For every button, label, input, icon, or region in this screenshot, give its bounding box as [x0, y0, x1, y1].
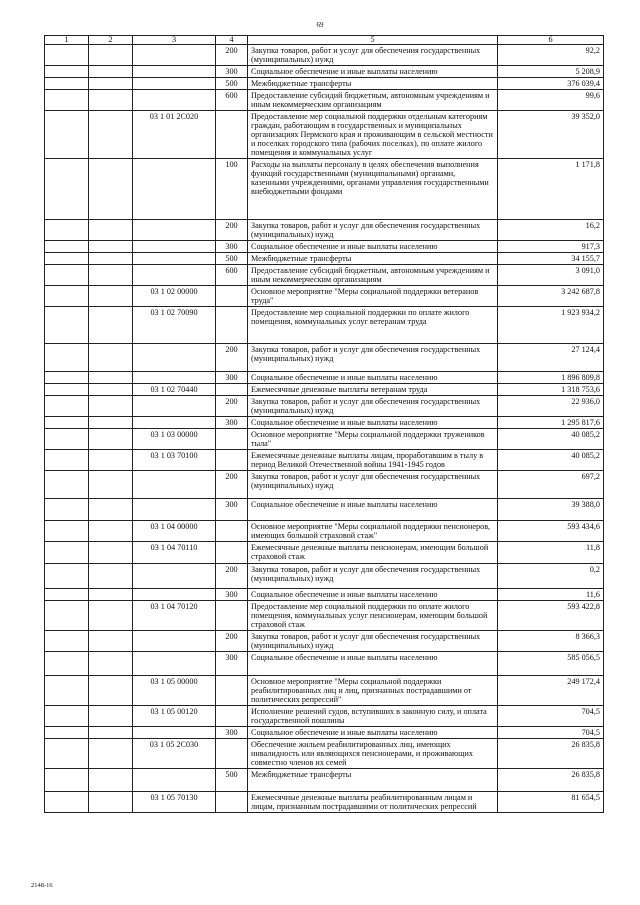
cell-col1 [45, 588, 89, 600]
cell-col2 [89, 159, 133, 220]
cell-col2 [89, 738, 133, 768]
table-row [45, 726, 604, 738]
cell-col1 [45, 705, 89, 726]
expense-type-cell: 200 [216, 220, 248, 241]
code-cell [133, 588, 216, 600]
code-cell: 03 1 02 00000 [133, 286, 216, 307]
table-row [45, 499, 604, 521]
table-row [45, 286, 604, 307]
code-cell [133, 651, 216, 675]
description-cell: Основное мероприятие "Меры социальной поддержки реабилитированных лиц и лиц, признанных пострадавшими от политических репрессий" [248, 675, 498, 705]
table-row [45, 111, 604, 159]
cell-col1 [45, 253, 89, 265]
column-header: 6 [498, 36, 604, 45]
cell-col1 [45, 286, 89, 307]
table-row [45, 588, 604, 600]
amount-cell: 11,8 [498, 542, 604, 563]
expense-type-cell: 600 [216, 265, 248, 286]
code-cell [133, 563, 216, 588]
cell-col1 [45, 344, 89, 372]
expense-type-cell: 300 [216, 499, 248, 521]
cell-col2 [89, 265, 133, 286]
amount-cell: 16,2 [498, 220, 604, 241]
cell-col2 [89, 651, 133, 675]
amount-cell: 593 434,6 [498, 521, 604, 542]
amount-cell: 3 091,0 [498, 265, 604, 286]
amount-cell: 39 352,0 [498, 111, 604, 159]
description-cell: Предоставление мер социальной поддержки по оплате жилого помещения, коммунальных услуг ветеранам труда [248, 307, 498, 344]
code-cell [133, 396, 216, 417]
description-cell: Закупка товаров, работ и услуг для обеспечения государственных (муниципальных) нужд [248, 396, 498, 417]
expense-type-cell [216, 286, 248, 307]
expense-type-cell [216, 429, 248, 450]
expense-type-cell: 300 [216, 241, 248, 253]
cell-col2 [89, 253, 133, 265]
cell-col1 [45, 563, 89, 588]
code-cell [133, 253, 216, 265]
amount-cell: 1 171,8 [498, 159, 604, 220]
expense-type-cell: 300 [216, 417, 248, 429]
table-row [45, 344, 604, 372]
table-row [45, 45, 604, 66]
cell-col1 [45, 429, 89, 450]
code-cell: 03 1 01 2С020 [133, 111, 216, 159]
expense-type-cell: 300 [216, 372, 248, 384]
code-cell [133, 372, 216, 384]
expense-type-cell: 200 [216, 563, 248, 588]
table-row [45, 768, 604, 791]
cell-col1 [45, 90, 89, 111]
cell-col2 [89, 471, 133, 499]
amount-cell: 1 318 753,6 [498, 384, 604, 396]
amount-cell: 8 366,3 [498, 630, 604, 651]
description-cell: Межбюджетные трансферты [248, 768, 498, 791]
cell-col2 [89, 726, 133, 738]
table-row [45, 450, 604, 471]
description-cell: Ежемесячные денежные выплаты ветеранам труда [248, 384, 498, 396]
expense-type-cell [216, 791, 248, 812]
expense-type-cell [216, 307, 248, 344]
code-cell: 03 1 05 00000 [133, 675, 216, 705]
expense-type-cell: 500 [216, 78, 248, 90]
description-cell: Обеспечение жильем реабилитированных лиц, имеющих инвалидность или являющихся пенсионерами, и проживающих совместно членов их семей [248, 738, 498, 768]
description-cell: Ежемесячные денежные выплаты реабилитированным лицам и лицам, признанным пострадавшими от политических репрессий [248, 791, 498, 812]
amount-cell: 585 056,5 [498, 651, 604, 675]
cell-col2 [89, 600, 133, 630]
expense-type-cell: 500 [216, 253, 248, 265]
code-cell [133, 220, 216, 241]
expense-type-cell: 500 [216, 768, 248, 791]
amount-cell: 27 124,4 [498, 344, 604, 372]
description-cell: Закупка товаров, работ и услуг для обеспечения государственных (муниципальных) нужд [248, 344, 498, 372]
expense-type-cell: 100 [216, 159, 248, 220]
code-cell [133, 265, 216, 286]
cell-col1 [45, 265, 89, 286]
cell-col1 [45, 651, 89, 675]
cell-col1 [45, 417, 89, 429]
description-cell: Закупка товаров, работ и услуг для обеспечения государственных (муниципальных) нужд [248, 630, 498, 651]
description-cell: Социальное обеспечение и иные выплаты населению [248, 726, 498, 738]
description-cell: Основное мероприятие "Меры социальной поддержки ветеранов труда" [248, 286, 498, 307]
amount-cell: 3 242 687,8 [498, 286, 604, 307]
expense-type-cell: 200 [216, 344, 248, 372]
cell-col1 [45, 791, 89, 812]
cell-col1 [45, 542, 89, 563]
cell-col1 [45, 307, 89, 344]
column-header: 3 [133, 36, 216, 45]
cell-col1 [45, 726, 89, 738]
cell-col2 [89, 241, 133, 253]
description-cell: Основное мероприятие "Меры социальной поддержки пенсионеров, имеющих большой страховой стаж" [248, 521, 498, 542]
code-cell [133, 726, 216, 738]
cell-col1 [45, 600, 89, 630]
description-cell: Закупка товаров, работ и услуг для обеспечения государственных (муниципальных) нужд [248, 563, 498, 588]
code-cell: 03 1 05 70130 [133, 791, 216, 812]
cell-col1 [45, 66, 89, 78]
table-row [45, 521, 604, 542]
cell-col2 [89, 588, 133, 600]
cell-col2 [89, 630, 133, 651]
table-row [45, 90, 604, 111]
description-cell: Социальное обеспечение и иные выплаты населению [248, 417, 498, 429]
amount-cell: 704,5 [498, 705, 604, 726]
expense-type-cell [216, 384, 248, 396]
table-row [45, 307, 604, 344]
table-row [45, 791, 604, 812]
cell-col1 [45, 159, 89, 220]
expense-type-cell: 600 [216, 90, 248, 111]
amount-cell: 40 085,2 [498, 429, 604, 450]
table-row [45, 738, 604, 768]
code-cell: 03 1 03 70100 [133, 450, 216, 471]
code-cell [133, 471, 216, 499]
budget-table [44, 35, 604, 813]
expense-type-cell [216, 450, 248, 471]
amount-cell: 99,6 [498, 90, 604, 111]
description-cell: Социальное обеспечение и иные выплаты населению [248, 499, 498, 521]
cell-col2 [89, 768, 133, 791]
code-cell: 03 1 05 00120 [133, 705, 216, 726]
amount-cell: 39 388,0 [498, 499, 604, 521]
code-cell: 03 1 02 70090 [133, 307, 216, 344]
table-row [45, 78, 604, 90]
table-row [45, 429, 604, 450]
description-cell: Социальное обеспечение и иные выплаты населению [248, 372, 498, 384]
code-cell [133, 417, 216, 429]
amount-cell: 1 896 809,8 [498, 372, 604, 384]
description-cell: Ежемесячные денежные выплаты лицам, проработавшим в тылу в период Великой Отечественной войны 1941-1945 годов [248, 450, 498, 471]
cell-col1 [45, 111, 89, 159]
expense-type-cell [216, 600, 248, 630]
code-cell: 03 1 03 00000 [133, 429, 216, 450]
cell-col2 [89, 542, 133, 563]
description-cell: Социальное обеспечение и иные выплаты населению [248, 66, 498, 78]
expense-type-cell: 200 [216, 45, 248, 66]
cell-col2 [89, 417, 133, 429]
code-cell [133, 499, 216, 521]
cell-col2 [89, 344, 133, 372]
amount-cell: 26 835,8 [498, 738, 604, 768]
cell-col2 [89, 675, 133, 705]
description-cell: Предоставление субсидий бюджетным, автономным учреждениям и иным некоммерческим организациям [248, 90, 498, 111]
description-cell: Предоставление мер социальной поддержки отдельным категориям граждан, работающим в государственных и муниципальных организациях Пермского края и проживающим в сельской местности и поселках городского типа (рабочих поселках), по оплате жилого помещения и коммунальных услуг [248, 111, 498, 159]
table-row [45, 66, 604, 78]
code-cell [133, 78, 216, 90]
amount-cell: 81 654,5 [498, 791, 604, 812]
table-row [45, 651, 604, 675]
amount-cell: 704,5 [498, 726, 604, 738]
code-cell: 03 1 04 70120 [133, 600, 216, 630]
amount-cell: 593 422,8 [498, 600, 604, 630]
table-row [45, 600, 604, 630]
cell-col2 [89, 307, 133, 344]
code-cell [133, 66, 216, 78]
cell-col1 [45, 471, 89, 499]
cell-col1 [45, 521, 89, 542]
cell-col1 [45, 241, 89, 253]
description-cell: Предоставление субсидий бюджетным, автономным учреждениям и иным некоммерческим организациям [248, 265, 498, 286]
code-cell [133, 344, 216, 372]
code-cell: 03 1 04 70110 [133, 542, 216, 563]
cell-col2 [89, 384, 133, 396]
column-number-row [45, 36, 604, 45]
cell-col2 [89, 791, 133, 812]
cell-col2 [89, 78, 133, 90]
code-cell: 03 1 02 70440 [133, 384, 216, 396]
cell-col2 [89, 66, 133, 78]
expense-type-cell: 200 [216, 471, 248, 499]
cell-col2 [89, 499, 133, 521]
cell-col1 [45, 630, 89, 651]
description-cell: Предоставление мер социальной поддержки по оплате жилого помещения, коммунальных услуг пенсионерам, имеющим большой страховой стаж [248, 600, 498, 630]
amount-cell: 1 923 934,2 [498, 307, 604, 344]
amount-cell: 376 039,4 [498, 78, 604, 90]
description-cell: Межбюджетные трансферты [248, 78, 498, 90]
cell-col1 [45, 78, 89, 90]
amount-cell: 5 208,9 [498, 66, 604, 78]
cell-col1 [45, 499, 89, 521]
table-row [45, 253, 604, 265]
description-cell: Расходы на выплаты персоналу в целях обеспечения выполнения функций государственными (муниципальными) органами, казенными учреждениями, органами управления государственными внебюджетными фондами [248, 159, 498, 220]
expense-type-cell: 200 [216, 396, 248, 417]
amount-cell: 22 936,0 [498, 396, 604, 417]
cell-col1 [45, 372, 89, 384]
cell-col2 [89, 220, 133, 241]
expense-type-cell: 300 [216, 726, 248, 738]
amount-cell: 917,3 [498, 241, 604, 253]
code-cell [133, 159, 216, 220]
cell-col2 [89, 521, 133, 542]
document-code: 2148-16 [31, 882, 53, 889]
cell-col1 [45, 220, 89, 241]
expense-type-cell [216, 111, 248, 159]
cell-col2 [89, 372, 133, 384]
expense-type-cell: 300 [216, 66, 248, 78]
amount-cell: 34 155,7 [498, 253, 604, 265]
code-cell [133, 768, 216, 791]
description-cell: Закупка товаров, работ и услуг для обеспечения государственных (муниципальных) нужд [248, 471, 498, 499]
expense-type-cell [216, 542, 248, 563]
description-cell: Закупка товаров, работ и услуг для обеспечения государственных (муниципальных) нужд [248, 45, 498, 66]
description-cell: Социальное обеспечение и иные выплаты населению [248, 241, 498, 253]
cell-col1 [45, 675, 89, 705]
cell-col1 [45, 396, 89, 417]
column-header: 4 [216, 36, 248, 45]
table-row [45, 542, 604, 563]
cell-col1 [45, 45, 89, 66]
table-row [45, 675, 604, 705]
cell-col2 [89, 396, 133, 417]
table-row [45, 220, 604, 241]
table-row [45, 265, 604, 286]
table-row [45, 372, 604, 384]
table-row [45, 630, 604, 651]
cell-col2 [89, 90, 133, 111]
description-cell: Основное мероприятие "Меры социальной поддержки тружеников тыла" [248, 429, 498, 450]
code-cell [133, 630, 216, 651]
table-row [45, 563, 604, 588]
expense-type-cell [216, 705, 248, 726]
description-cell: Исполнение решений судов, вступивших в законную силу, и оплата государственной пошлины [248, 705, 498, 726]
cell-col2 [89, 450, 133, 471]
table-row [45, 241, 604, 253]
expense-type-cell [216, 738, 248, 768]
description-cell: Закупка товаров, работ и услуг для обеспечения государственных (муниципальных) нужд [248, 220, 498, 241]
amount-cell: 697,2 [498, 471, 604, 499]
amount-cell: 0,2 [498, 563, 604, 588]
table-row [45, 471, 604, 499]
amount-cell: 11,6 [498, 588, 604, 600]
cell-col2 [89, 286, 133, 307]
expense-type-cell: 300 [216, 588, 248, 600]
page-number: 69 [316, 21, 324, 29]
column-header: 2 [89, 36, 133, 45]
table-row [45, 705, 604, 726]
table-row [45, 384, 604, 396]
code-cell: 03 1 05 2С030 [133, 738, 216, 768]
column-header: 5 [248, 36, 498, 45]
code-cell [133, 45, 216, 66]
table-row [45, 159, 604, 220]
description-cell: Ежемесячные денежные выплаты пенсионерам, имеющим большой страховой стаж [248, 542, 498, 563]
code-cell [133, 90, 216, 111]
expense-type-cell: 200 [216, 630, 248, 651]
cell-col1 [45, 384, 89, 396]
cell-col2 [89, 429, 133, 450]
cell-col2 [89, 705, 133, 726]
cell-col2 [89, 45, 133, 66]
column-header: 1 [45, 36, 89, 45]
amount-cell: 1 295 817,6 [498, 417, 604, 429]
description-cell: Социальное обеспечение и иные выплаты населению [248, 588, 498, 600]
table-row [45, 417, 604, 429]
description-cell: Социальное обеспечение и иные выплаты населению [248, 651, 498, 675]
cell-col1 [45, 768, 89, 791]
code-cell: 03 1 04 00000 [133, 521, 216, 542]
cell-col2 [89, 563, 133, 588]
code-cell [133, 241, 216, 253]
expense-type-cell [216, 675, 248, 705]
description-cell: Межбюджетные трансферты [248, 253, 498, 265]
amount-cell: 92,2 [498, 45, 604, 66]
cell-col2 [89, 111, 133, 159]
cell-col1 [45, 450, 89, 471]
amount-cell: 249 172,4 [498, 675, 604, 705]
expense-type-cell [216, 521, 248, 542]
amount-cell: 40 085,2 [498, 450, 604, 471]
cell-col1 [45, 738, 89, 768]
expense-type-cell: 300 [216, 651, 248, 675]
amount-cell: 26 835,8 [498, 768, 604, 791]
table-row [45, 396, 604, 417]
